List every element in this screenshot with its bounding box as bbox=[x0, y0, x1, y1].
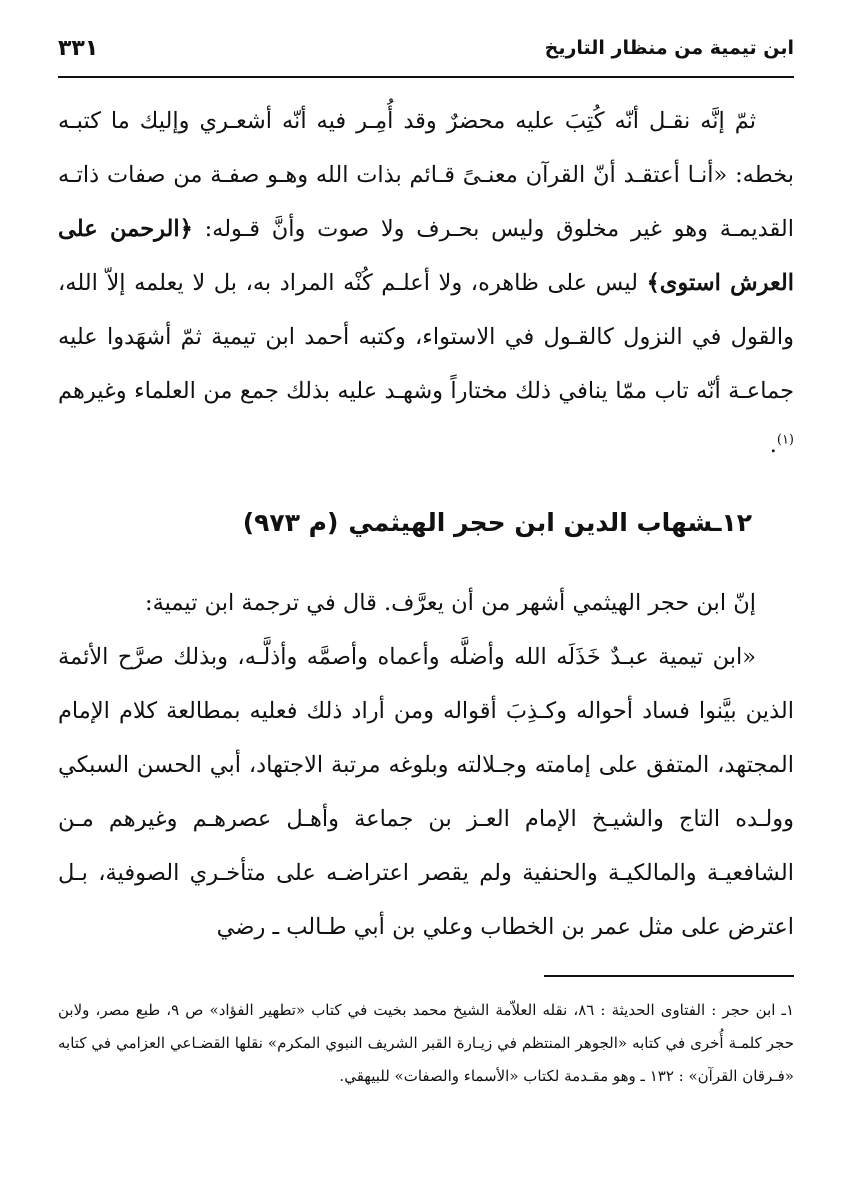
paragraph-1-text-before-verse: ثمّ إنَّه نقـل أنّه كُتِبَ عليه محضرٌ وقد أُمِـر فيه أنّه أشعـري وإليك ما كتبـه بخطه: «أنـا أعتقـد أنّ القرآن معنـىً قـائم بذات الله وهـو صفـة من صفات ذاتـه القديمـة وهو غير مخلوق وليس بحـرف ولا صوت وأنَّ قـوله: bbox=[58, 108, 794, 242]
section-death-year: (م ٩٧٣) bbox=[242, 508, 339, 537]
paragraph-1-content bbox=[58, 94, 794, 472]
header-divider bbox=[58, 76, 794, 78]
section-title: شهاب الدين ابن حجر الهيثمي bbox=[348, 508, 713, 537]
paragraph-1-ending: . bbox=[769, 432, 777, 458]
paragraph-2 bbox=[58, 576, 794, 626]
footnote-1: ١ـ ابن حجر : الفتاوى الحديثة : ٨٦، نقله العلاّمة الشيخ محمد بخيت في كتاب «تطهير الفؤاد» ص ٩، طبع مصر، ولابن حجر كلمـة أُخرى في كتابه «الجوهر المنتظم في زيـارة القبر الشريف النبوي المكرم» نقلها القضـاعي العزامي في كتابه «فـرقان القرآن» : ١٣٢ ـ وهو مقـدمة لكتاب «الأسماء والصفات» للبيهقي. bbox=[58, 1001, 794, 1085]
section-heading-main bbox=[348, 495, 752, 551]
paragraph-3-text: «ابن تيمية عبـدٌ خَذَلَه الله وأضلَّه وأعماه وأصمَّه وأذلَّـه، وبذلك صرَّح الأئمة الذين بيَّنوا فساد أحواله وكـذِبَ أقواله ومن أراد ذلك فعليه بمطالعة كلام الإمام المجتهد، المتفق على إمامته وجـلالته وبلوغه مرتبة الاجتهاد، أبي الحسن السبكي وولـده التاج والشيـخ الإمام العـز بن جماعة وأهـل عصرهـم وغيرهم مـن الشافعيـة والمالكيـة والحنفية ولم يقصر اعتراضـه على متأخـري الصوفية، بـل اعترض على مثل عمر بن الخطاب وعلي بن أبي طـالب ـ رضي bbox=[58, 644, 794, 940]
running-title: ابن تيمية من منظار التاريخ bbox=[544, 37, 794, 59]
footnote-marker[interactable]: (١) bbox=[776, 432, 794, 448]
paragraph-2-text: إنّ ابن حجر الهيثمي أشهر من أن يعرَّف. قال في ترجمة ابن تيمية: bbox=[144, 590, 756, 616]
section-heading bbox=[58, 495, 752, 551]
quran-verse: ﴿الرحمن على العرش استوى﴾ bbox=[58, 216, 794, 296]
section-number: ١٢ـ bbox=[712, 508, 752, 537]
running-header bbox=[58, 28, 794, 68]
page-number: ٣٣١ bbox=[58, 35, 99, 61]
paragraph-1 bbox=[58, 94, 794, 474]
footnote-divider bbox=[544, 975, 794, 977]
paragraph-1-text-after-verse: ليس على ظاهره، ولا أعلـم كُنْه المراد به، بل لا يعلمه إلاّ الله، والقول في النزول كالقـول في الاستواء، وكتبه أحمد ابن تيمية ثمّ أشهَدوا عليه جماعـة أنّه تاب ممّا ينافي ذلك مختاراً وشهـد عليه بذلك جمع من العلماء وغيرهم bbox=[58, 270, 794, 404]
